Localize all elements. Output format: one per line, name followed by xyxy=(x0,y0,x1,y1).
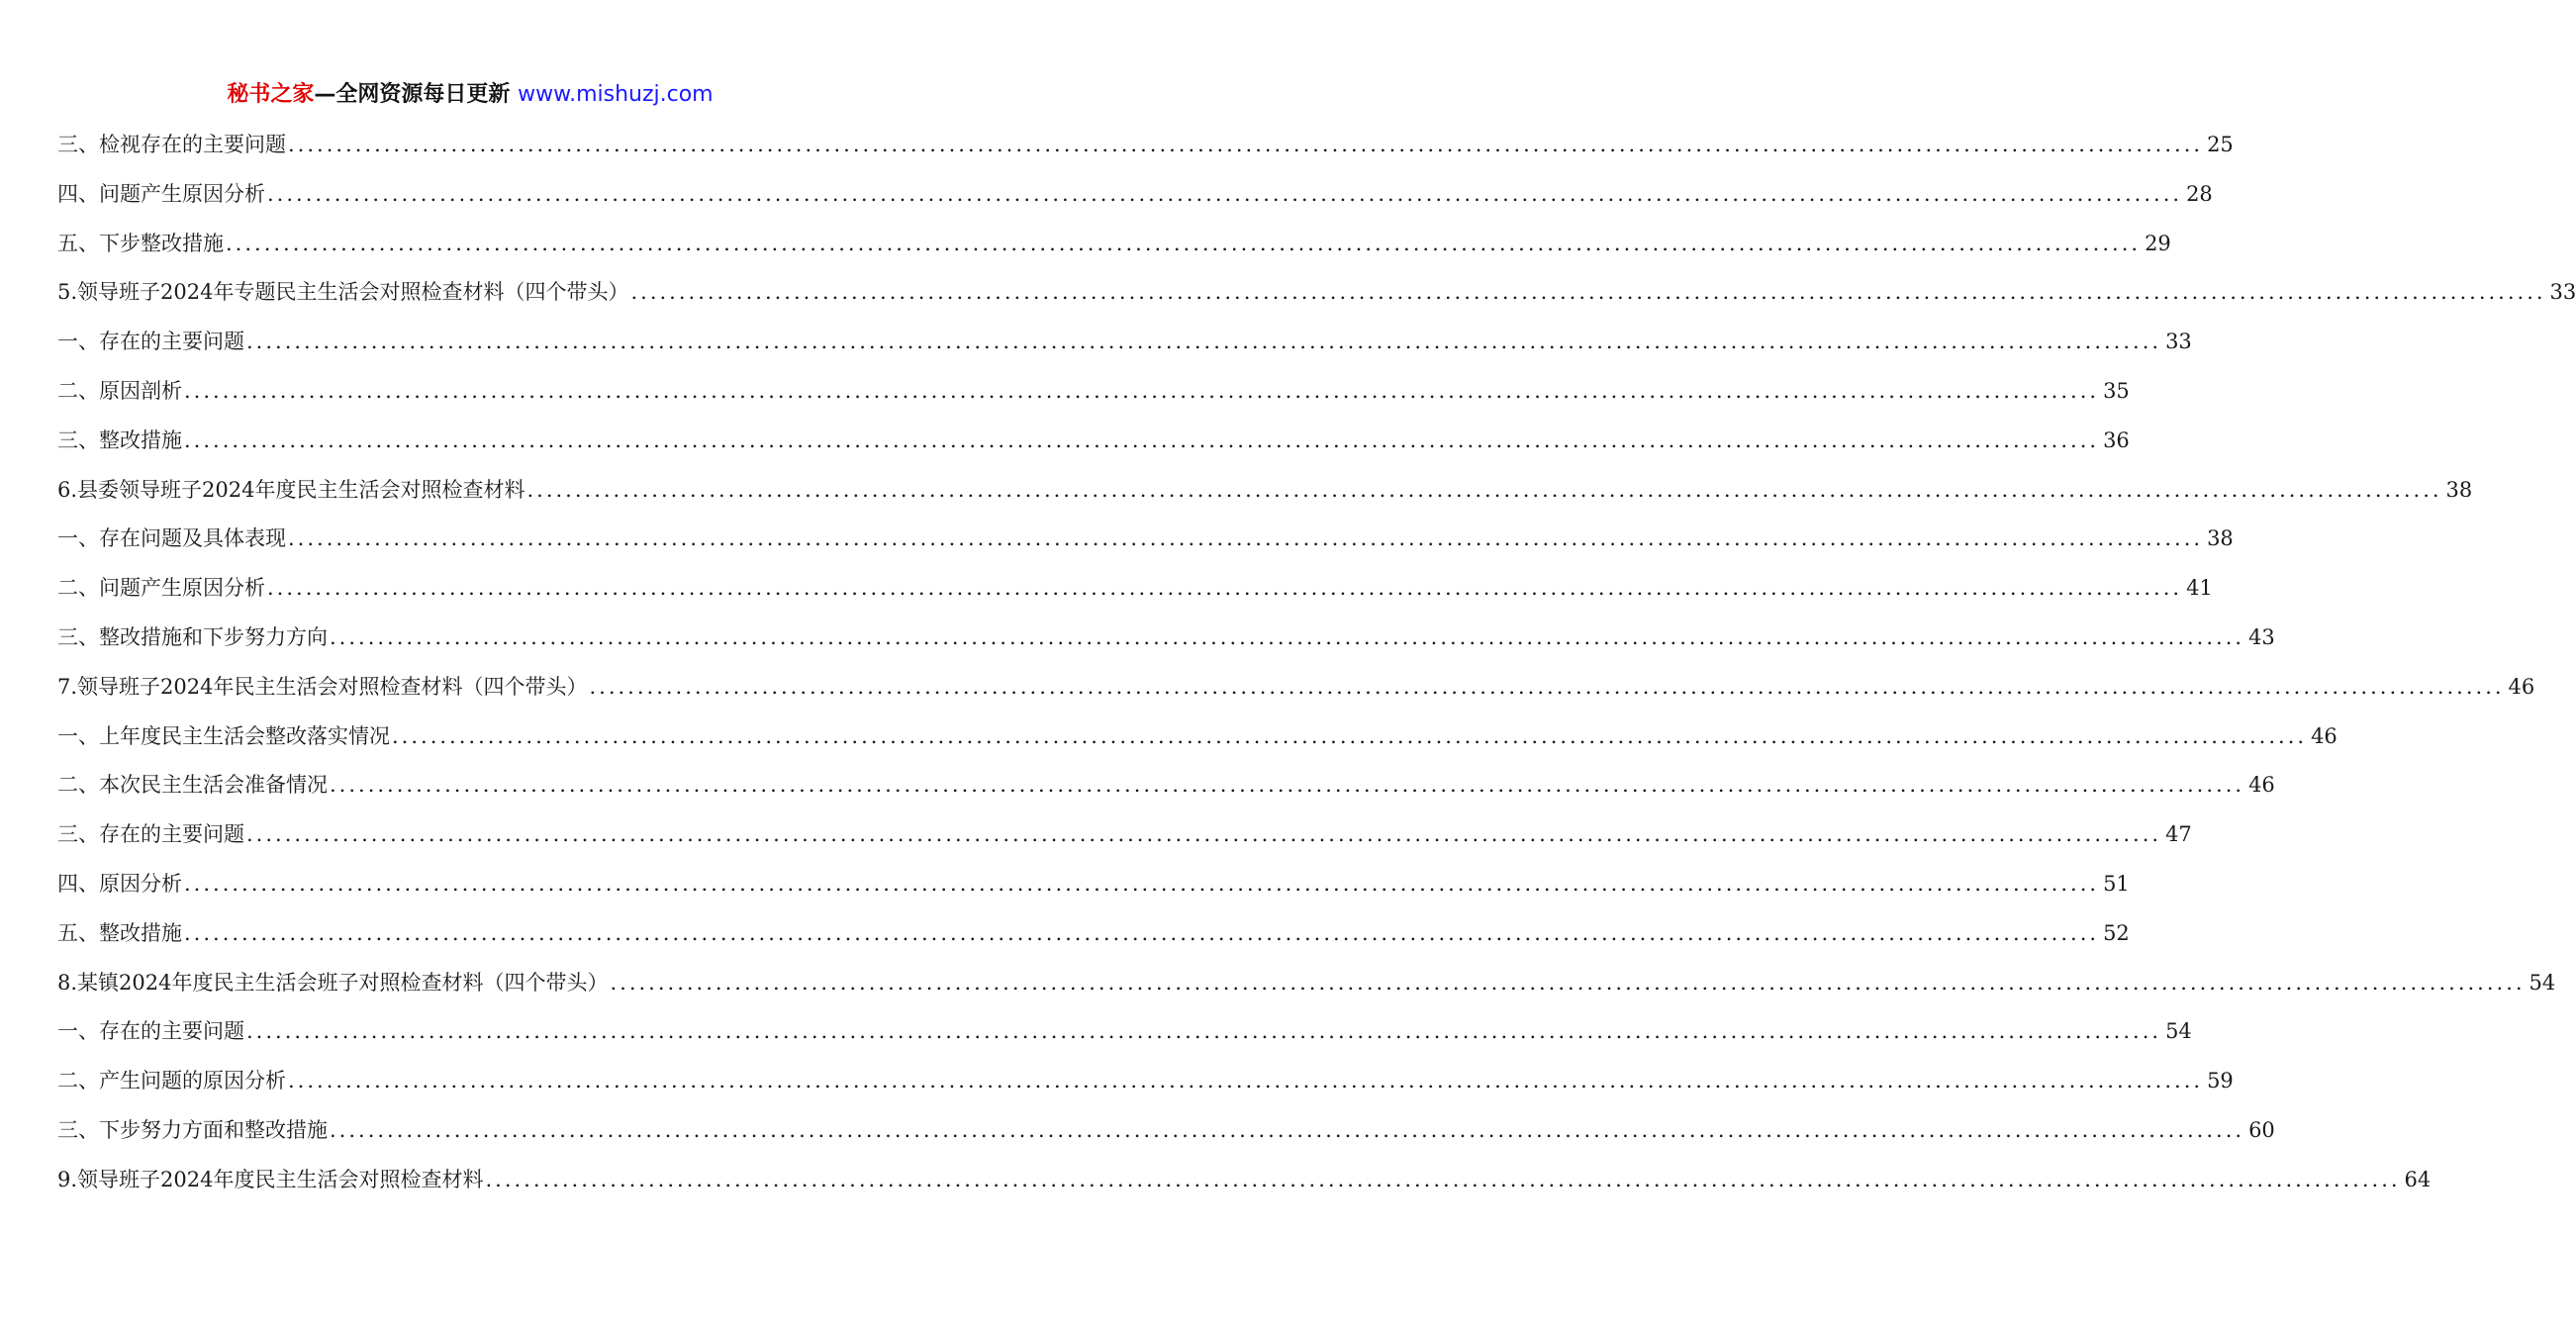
toc-entry[interactable] xyxy=(57,268,2576,318)
toc-entry-title: 6.县委领导班子2024年度民主生活会对照检查材料 xyxy=(57,477,525,502)
site-url-link[interactable]: www.mishuzj.com xyxy=(518,82,714,107)
toc-entry-title: 五、下步整改措施 xyxy=(57,231,224,255)
toc-entry[interactable] xyxy=(57,417,2130,466)
toc-entry-page-number: 64 xyxy=(2404,1167,2432,1191)
toc-entry-title: 一、上年度民主生活会整改落实情况 xyxy=(57,723,390,748)
toc-entry-title: 8.某镇2024年度民主生活会班子对照检查材料（四个带头） xyxy=(57,970,609,995)
toc-entry-title: 三、存在的主要问题 xyxy=(57,822,244,847)
toc-dot-leader: ........................................................................................................................................................................................................ xyxy=(184,378,2100,403)
toc-dot-leader: ........................................................................................................................................................................................................ xyxy=(246,330,2162,354)
toc-dot-leader: ........................................................................................................................................................................................................ xyxy=(526,477,2442,502)
toc-dot-leader: ........................................................................................................................................................................................................ xyxy=(288,1069,2204,1093)
toc-entry[interactable] xyxy=(57,1106,2275,1156)
toc-dot-leader: ........................................................................................................................................................................................................ xyxy=(330,624,2245,649)
toc-entry-page-number: 38 xyxy=(2207,526,2234,551)
toc-entry[interactable] xyxy=(57,1007,2192,1057)
toc-entry[interactable] xyxy=(57,121,2234,170)
toc-entry-page-number: 60 xyxy=(2248,1117,2275,1142)
toc-dot-leader: ........................................................................................................................................................................................................ xyxy=(330,1117,2245,1142)
toc-entry-page-number: 33 xyxy=(2165,330,2192,354)
toc-entry-page-number: 46 xyxy=(2508,674,2535,699)
toc-entry[interactable] xyxy=(57,860,2130,909)
toc-entry-page-number: 29 xyxy=(2145,231,2171,255)
toc-entry-page-number: 36 xyxy=(2103,428,2130,452)
toc-entry-title: 5.领导班子2024年专题民主生活会对照检查材料（四个带头） xyxy=(57,280,629,305)
toc-entry-title: 一、存在问题及具体表现 xyxy=(57,526,286,551)
toc-entry-title: 7.领导班子2024年民主生活会对照检查材料（四个带头） xyxy=(57,674,588,699)
toc-entry[interactable] xyxy=(57,466,2473,516)
toc-dot-leader: ........................................................................................................................................................................................................ xyxy=(392,723,2308,748)
toc-entry-title: 一、存在的主要问题 xyxy=(57,330,244,354)
toc-dot-leader: ........................................................................................................................................................................................................ xyxy=(184,428,2100,452)
toc-entry-page-number: 59 xyxy=(2207,1069,2234,1093)
toc-dot-leader: ........................................................................................................................................................................................................ xyxy=(226,231,2142,255)
brand-name: 秘书之家 xyxy=(227,82,315,107)
toc-entry-page-number: 47 xyxy=(2165,822,2192,847)
toc-dot-leader: ........................................................................................................................................................................................................ xyxy=(485,1167,2401,1191)
toc-entry-page-number: 43 xyxy=(2248,624,2275,649)
toc-dot-leader: ........................................................................................................................................................................................................ xyxy=(288,133,2204,156)
toc-entry-page-number: 25 xyxy=(2207,133,2234,156)
toc-entry-title: 9.领导班子2024年度民主生活会对照检查材料 xyxy=(57,1167,484,1191)
toc-dot-leader: ........................................................................................................................................................................................................ xyxy=(267,576,2183,601)
toc-entry-title: 五、整改措施 xyxy=(57,920,182,945)
toc-entry-page-number: 51 xyxy=(2103,871,2130,896)
toc-entry-title: 三、下步努力方面和整改措施 xyxy=(57,1117,328,1142)
toc-entry[interactable] xyxy=(57,959,2556,1008)
toc-entry[interactable] xyxy=(57,564,2213,614)
toc-dot-leader: ........................................................................................................................................................................................................ xyxy=(630,280,2546,305)
toc-dot-leader: ........................................................................................................................................................................................................ xyxy=(330,773,2245,798)
toc-entry[interactable] xyxy=(57,367,2130,417)
toc-entry[interactable] xyxy=(57,220,2171,269)
toc-entry[interactable] xyxy=(57,810,2192,860)
toc-dot-leader: ........................................................................................................................................................................................................ xyxy=(184,871,2100,896)
toc-entry-title: 一、存在的主要问题 xyxy=(57,1019,244,1044)
table-of-contents xyxy=(57,121,2576,1205)
toc-entry-page-number: 28 xyxy=(2186,181,2213,206)
toc-entry-title: 三、整改措施和下步努力方向 xyxy=(57,624,328,649)
toc-dot-leader: ........................................................................................................................................................................................................ xyxy=(610,970,2526,995)
toc-entry-title: 四、问题产生原因分析 xyxy=(57,181,265,206)
toc-entry[interactable] xyxy=(57,1156,2432,1205)
toc-entry-page-number: 46 xyxy=(2311,723,2337,748)
header-tagline: —全网资源每日更新 xyxy=(314,82,511,107)
page-header xyxy=(0,79,940,111)
toc-entry-page-number: 38 xyxy=(2445,477,2473,502)
toc-entry[interactable] xyxy=(57,614,2275,663)
toc-entry-title: 二、原因剖析 xyxy=(57,378,182,403)
toc-dot-leader: ........................................................................................................................................................................................................ xyxy=(288,526,2204,551)
toc-entry[interactable] xyxy=(57,515,2234,564)
toc-entry[interactable] xyxy=(57,1057,2234,1106)
toc-entry-page-number: 33 xyxy=(2549,280,2576,305)
toc-entry[interactable] xyxy=(57,318,2192,367)
toc-entry-page-number: 54 xyxy=(2528,970,2556,995)
toc-entry[interactable] xyxy=(57,170,2213,220)
toc-entry-page-number: 54 xyxy=(2165,1019,2192,1044)
toc-entry-page-number: 46 xyxy=(2248,773,2275,798)
toc-dot-leader: ........................................................................................................................................................................................................ xyxy=(184,920,2100,945)
toc-entry-title: 二、问题产生原因分析 xyxy=(57,576,265,601)
toc-entry[interactable] xyxy=(57,663,2535,712)
toc-entry-page-number: 41 xyxy=(2186,576,2213,601)
toc-dot-leader: ........................................................................................................................................................................................................ xyxy=(589,674,2505,699)
toc-entry[interactable] xyxy=(57,909,2130,959)
toc-entry-title: 三、整改措施 xyxy=(57,428,182,452)
toc-dot-leader: ........................................................................................................................................................................................................ xyxy=(267,181,2183,206)
toc-entry[interactable] xyxy=(57,712,2337,762)
toc-dot-leader: ........................................................................................................................................................................................................ xyxy=(246,1019,2162,1044)
toc-entry[interactable] xyxy=(57,761,2275,810)
toc-entry-title: 四、原因分析 xyxy=(57,871,182,896)
toc-entry-page-number: 35 xyxy=(2103,378,2130,403)
toc-entry-title: 二、产生问题的原因分析 xyxy=(57,1069,286,1093)
toc-entry-page-number: 52 xyxy=(2103,920,2130,945)
toc-entry-title: 二、本次民主生活会准备情况 xyxy=(57,773,328,798)
toc-dot-leader: ........................................................................................................................................................................................................ xyxy=(246,822,2162,847)
toc-entry-title: 三、检视存在的主要问题 xyxy=(57,133,286,156)
